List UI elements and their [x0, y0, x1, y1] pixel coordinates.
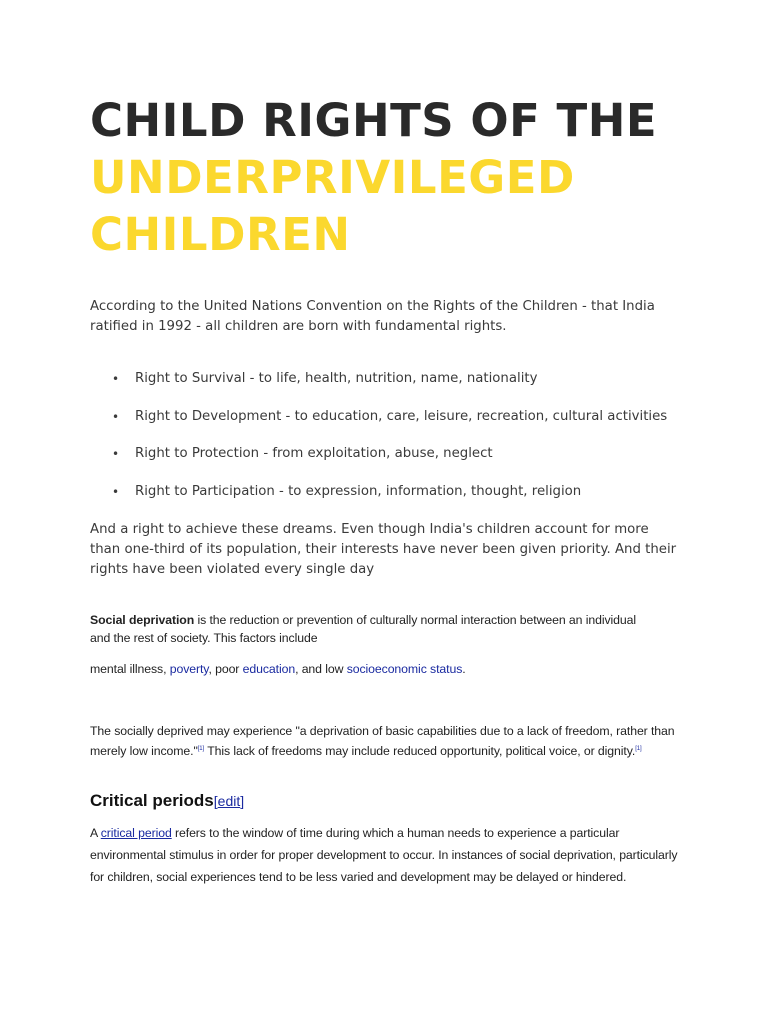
page-title: [90, 92, 657, 263]
reference-link-2[interactable]: [1]: [635, 746, 642, 752]
critical-periods-heading: [90, 789, 244, 813]
factors-suffix: .: [462, 662, 466, 676]
socioeconomic-status-link[interactable]: socioeconomic status: [346, 662, 463, 676]
deprived-text-1: The socially deprived may experience "a deprivation of basic capabilities due to a lack of freedom, rather than merely low income.": [90, 724, 675, 758]
list-item: [90, 407, 690, 427]
deprived-text-2: This lack of freedoms may include reduced opportunity, political voice, or dignity.: [204, 744, 636, 758]
bullet-icon: •: [112, 409, 120, 424]
factors-mid-2: , and low: [295, 662, 347, 676]
list-item: [90, 369, 690, 389]
factors-prefix: mental illness,: [90, 662, 170, 676]
critical-text: refers to the window of time during which a human needs to experience a particular environmental stimulus in order for proper development to occur. In instances of social deprivation, particularly for children, social experiences tend to be less varied and development may be delayed or hindered.: [90, 826, 678, 884]
right-text: Right to Participation - to expression, information, thought, religion: [135, 483, 582, 499]
poverty-link[interactable]: poverty: [169, 662, 209, 676]
critical-periods-title: Critical periods: [90, 791, 214, 810]
bullet-icon: •: [112, 372, 120, 386]
bullet-icon: •: [112, 484, 120, 499]
deprived-paragraph: [90, 722, 680, 760]
dreams-paragraph: And a right to achieve these dreams. Even though India's children account for more than one-third of its population, their interests have never been given priority. And their rights have been violated every single day: [90, 522, 677, 577]
social-deprivation-paragraph: [90, 611, 650, 647]
reference-link-1[interactable]: [1]: [197, 746, 205, 752]
right-text: Right to Protection - from exploitation, abuse, neglect: [135, 446, 493, 461]
edit-bracket-close: ]: [240, 793, 245, 809]
right-text: Right to Development - to education, care, leisure, recreation, cultural activities: [135, 408, 668, 424]
social-deprivation-term: Social deprivation: [90, 613, 195, 627]
bullet-icon: •: [112, 447, 120, 461]
factors-mid-1: , poor: [208, 662, 243, 676]
title-line-2: UNDERPRIVILEGED: [90, 151, 575, 204]
list-item: [90, 482, 690, 502]
factors-paragraph: [90, 660, 466, 678]
edit-section: [214, 793, 244, 809]
education-link[interactable]: education: [242, 662, 296, 676]
edit-link[interactable]: edit: [217, 793, 241, 809]
critical-period-link[interactable]: critical period: [100, 826, 172, 840]
critical-prefix: A: [90, 826, 101, 840]
edit-bracket-open: [: [213, 793, 218, 809]
rights-list: [90, 369, 690, 519]
social-deprivation-definition: is the reduction or prevention of culturally normal interaction between an individual and the rest of society. This factors include: [90, 613, 636, 645]
critical-period-paragraph: [90, 822, 680, 888]
title-line-1: CHILD RIGHTS OF THE: [90, 94, 658, 147]
right-text: Right to Survival - to life, health, nutrition, name, nationality: [135, 371, 538, 386]
intro-paragraph: According to the United Nations Convention on the Rights of the Children - that India ratified in 1992 - all children are born with fundamental rights.: [90, 299, 655, 334]
list-item: [90, 444, 690, 464]
title-line-3: CHILDREN: [90, 208, 351, 261]
